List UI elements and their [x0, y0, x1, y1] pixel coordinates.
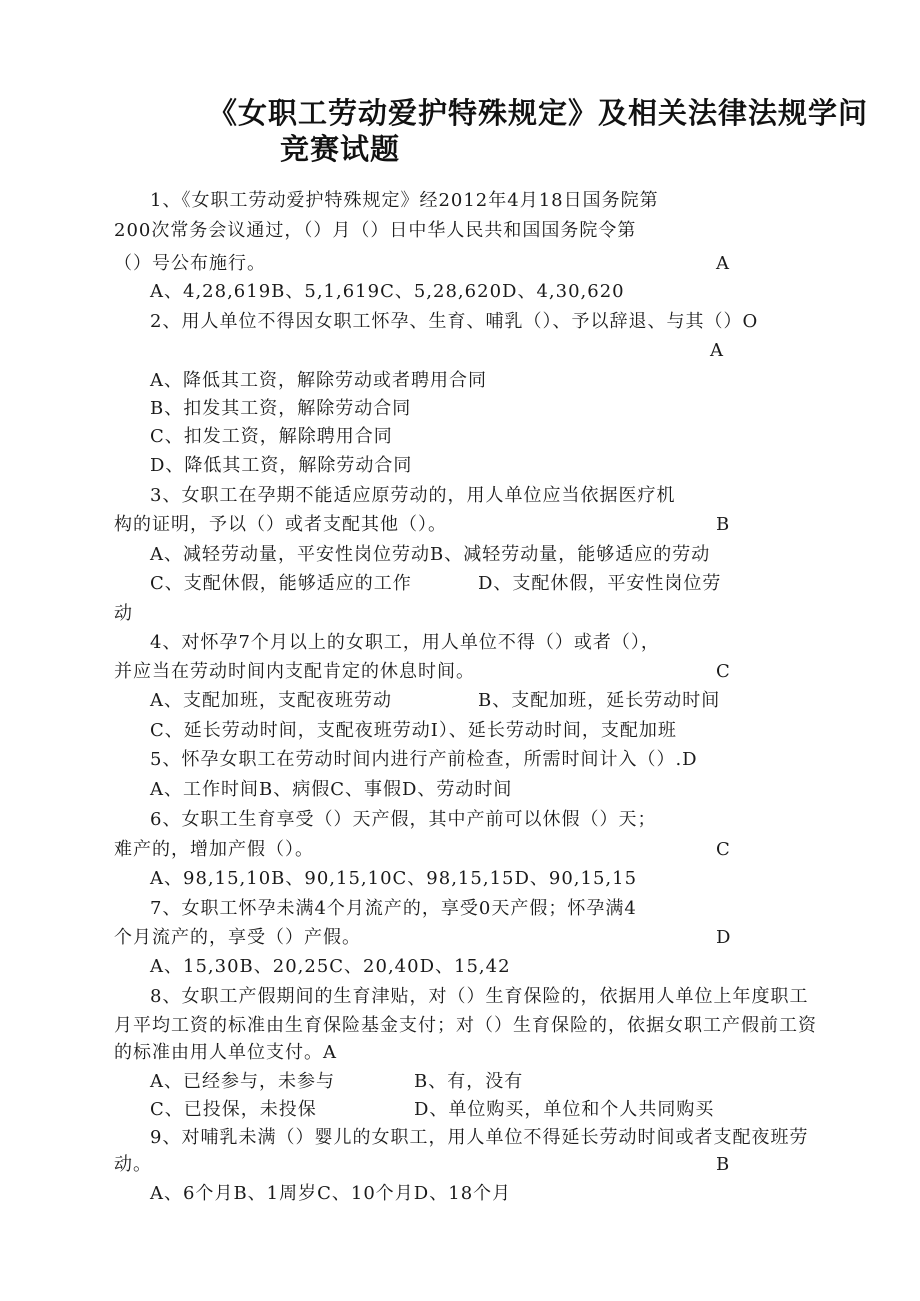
q8-text-line-2: 月平均工资的标准由生育保险基金支付；对（）生育保险的，依据女职工产假前工资	[114, 1015, 817, 1036]
q3-option-d-wrap: 动	[114, 603, 133, 624]
q6-options: A、98,15,10B、90,15,10C、98,15,15D、90,15,15	[150, 868, 638, 889]
q4-text-line-2: 并应当在劳动时间内支配肯定的休息时间。	[114, 661, 475, 682]
q7-answer: D	[716, 927, 731, 948]
q1-options: A、4,28,619B、5,1,619C、5,28,620D、4,30,620	[150, 281, 625, 302]
q4-option-b: B、支配加班，延长劳动时间	[478, 690, 721, 711]
q8-option-a: A、已经参与，未参与	[150, 1071, 335, 1092]
q3-text-line-1: 3、女职工在孕期不能适应原劳动的，用人单位应当依据医疗机	[150, 485, 676, 506]
q2-option-b: B、扣发其工资，解除劳动合同	[150, 398, 412, 419]
q2-text-line-1: 2、用人单位不得因女职工怀孕、生育、哺乳（）、予以辞退、与其（）O	[150, 311, 759, 332]
q6-text-line-1: 6、女职工生育享受（）天产假，其中产前可以休假（）天；	[150, 809, 657, 830]
document-title-line-1: 《女职工劳动爱护特殊规定》及相关法律法规学问	[208, 96, 869, 130]
q3-option-c: C、支配休假，能够适应的工作	[150, 573, 412, 594]
q4-option-a: A、支配加班，支配夜班劳动	[150, 690, 392, 711]
q7-text-line-2: 个月流产的，享受（）产假。	[114, 927, 361, 948]
q9-text-line-1: 9、对哺乳未满（）婴儿的女职工，用人单位不得延长劳动时间或者支配夜班劳	[150, 1127, 809, 1148]
q5-text: 5、怀孕女职工在劳动时间内进行产前检查，所需时间计入（）.D	[150, 749, 698, 770]
q1-answer: A	[716, 253, 729, 274]
document-title-line-2: 竞赛试题	[280, 132, 401, 166]
q3-option-d: D、支配休假，平安性岗位劳	[478, 573, 722, 594]
q3-options-line-1: A、减轻劳动量，平安性岗位劳动B、减轻劳动量，能够适应的劳动	[150, 544, 711, 565]
q2-option-d: D、降低其工资，解除劳动合同	[150, 455, 413, 476]
q3-text-line-2: 构的证明，予以（）或者支配其他（）。	[114, 514, 447, 535]
q2-option-a: A、降低其工资，解除劳动或者聘用合同	[150, 370, 487, 391]
q8-text-line-3: 的标准由用人单位支付。A	[114, 1042, 337, 1063]
q3-answer: B	[716, 514, 730, 535]
q9-options: A、6个月B、1周岁C、10个月D、18个月	[150, 1183, 512, 1204]
q5-options: A、工作时间B、病假C、事假D、劳动时间	[150, 779, 513, 800]
q8-option-b: B、有，没有	[414, 1071, 524, 1092]
q7-options: A、15,30B、20,25C、20,40D、15,42	[150, 956, 511, 977]
q6-answer: C	[716, 839, 730, 860]
q2-option-c: C、扣发工资，解除聘用合同	[150, 426, 393, 447]
q9-answer: B	[716, 1154, 730, 1175]
q4-answer: C	[716, 661, 730, 682]
q8-text-line-1: 8、女职工产假期间的生育津贴，对（）生育保险的，依据用人单位上年度职工	[150, 986, 809, 1007]
q1-text-line-3: （）号公布施行。	[114, 253, 266, 274]
q4-text-line-1: 4、对怀孕7个月以上的女职工，用人单位不得（）或者（），	[150, 632, 660, 653]
q1-text-line-2: 200次常务会议通过，（）月（）日中华人民共和国国务院令第	[114, 220, 637, 241]
q8-option-c: C、已投保，未投保	[150, 1099, 317, 1120]
q8-option-d: D、单位购买，单位和个人共同购买	[414, 1099, 715, 1120]
q2-answer: A	[710, 340, 723, 361]
q7-text-line-1: 7、女职工怀孕未满4个月流产的，享受0天产假；怀孕满4	[150, 898, 637, 919]
q1-text-line-1: 1、《女职工劳动爱护特殊规定》经2012年4月18日国务院第	[150, 190, 659, 211]
q9-text-line-2: 动。	[114, 1154, 152, 1175]
q6-text-line-2: 难产的，增加产假（）。	[114, 839, 314, 860]
q4-options-line-2: C、延长劳动时间，支配夜班劳动I）、延长劳动时间，支配加班	[150, 720, 677, 741]
